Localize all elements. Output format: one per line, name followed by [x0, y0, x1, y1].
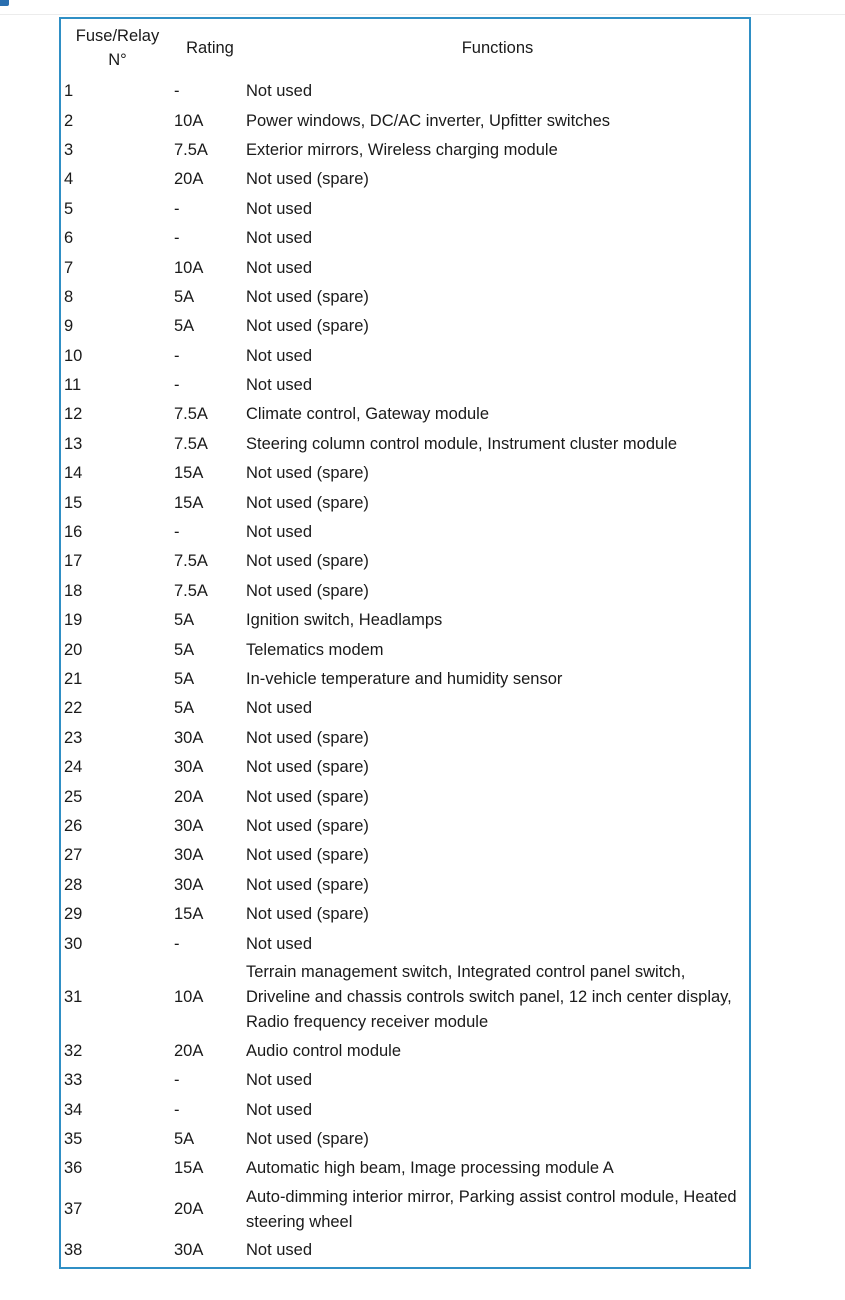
header-rating: Rating	[186, 39, 234, 57]
table-row	[61, 342, 749, 371]
cell-functions: Not used (spare)	[246, 905, 369, 924]
table-row	[61, 106, 749, 135]
table-row	[61, 577, 749, 606]
cell-rating: 30A	[174, 846, 204, 865]
table-row	[61, 1125, 749, 1154]
cell-functions: Not used (spare)	[246, 846, 369, 865]
cell-functions: Audio control module	[246, 1041, 402, 1060]
table-row	[61, 518, 749, 547]
table-row	[61, 1066, 749, 1095]
table-row	[61, 547, 749, 576]
table-row	[61, 165, 749, 194]
cell-functions: Not used (spare)	[246, 1130, 369, 1149]
cell-fuse-no: 25	[64, 787, 83, 806]
cell-rating: 5A	[174, 1130, 195, 1149]
cell-functions: Steering column control module, Instrument cluster module	[246, 434, 678, 453]
table-row	[61, 753, 749, 782]
table-row	[61, 459, 749, 488]
cell-functions: Not used (spare)	[246, 787, 369, 806]
cell-functions: Not used	[246, 934, 313, 953]
cell-rating: 30A	[174, 758, 204, 777]
cell-rating: 7.5A	[174, 581, 208, 600]
cell-fuse-no: 13	[64, 434, 83, 453]
cell-functions: Not used (spare)	[246, 816, 369, 835]
cell-fuse-no: 3	[64, 140, 74, 159]
cell-rating: 15A	[174, 493, 204, 512]
cell-fuse-no: 21	[64, 670, 83, 688]
cell-fuse-no: 1	[64, 82, 74, 101]
fuse-table-frame	[59, 17, 751, 1269]
cell-functions: Not used (spare)	[246, 875, 369, 894]
cell-functions: Not used	[246, 258, 313, 277]
cell-rating: 30A	[174, 728, 204, 747]
divider	[0, 14, 845, 15]
table-row	[61, 224, 749, 253]
cell-rating: 30A	[174, 1240, 204, 1259]
cell-fuse-no: 30	[64, 934, 83, 953]
cell-rating: 5A	[174, 317, 195, 336]
cell-rating: -	[174, 229, 180, 248]
cell-rating: -	[174, 199, 180, 218]
cell-functions: Not used	[246, 229, 313, 248]
cell-rating: -	[174, 523, 180, 542]
cell-fuse-no: 32	[64, 1041, 83, 1060]
cell-rating: 15A	[174, 464, 204, 483]
cell-functions: Not used (spare)	[246, 464, 369, 483]
cell-functions: Not used	[246, 699, 313, 718]
cell-fuse-no: 36	[64, 1159, 83, 1178]
table-row	[61, 195, 749, 224]
table-row	[61, 283, 749, 312]
cell-fuse-no: 31	[64, 988, 83, 1007]
table-row	[61, 900, 749, 929]
cell-functions: Not used (spare)	[246, 552, 369, 571]
cell-fuse-no: 18	[64, 581, 83, 600]
table-row	[61, 1096, 749, 1125]
cell-functions: Telematics modem	[246, 640, 384, 659]
table-row	[61, 1236, 749, 1265]
header-fuse-no: Fuse/Relay N°	[75, 27, 160, 69]
cell-fuse-no: 22	[64, 699, 83, 718]
cell-rating: 5A	[174, 640, 195, 659]
table-row	[61, 812, 749, 841]
cell-fuse-no: 9	[64, 317, 74, 336]
cell-fuse-no: 37	[64, 1200, 83, 1219]
cell-functions: Terrain management switch, Integrated control panel switch, Driveline and chassis controls switch panel, 12 inch center display, Radio frequency receiver module	[246, 963, 732, 1032]
cell-fuse-no: 10	[64, 346, 83, 365]
cell-functions: In-vehicle temperature and humidity sensor	[246, 670, 563, 688]
cell-rating: 7.5A	[174, 552, 208, 571]
cell-fuse-no: 6	[64, 229, 74, 248]
cell-fuse-no: 2	[64, 111, 74, 130]
table-row	[61, 400, 749, 429]
table-row	[61, 959, 749, 1037]
corner-icon	[0, 0, 9, 6]
cell-fuse-no: 14	[64, 464, 83, 483]
table-row	[61, 77, 749, 106]
fuse-table	[61, 19, 749, 1265]
table-row	[61, 871, 749, 900]
cell-rating: 15A	[174, 1159, 204, 1178]
cell-fuse-no: 17	[64, 552, 83, 571]
cell-rating: 10A	[174, 111, 204, 130]
cell-functions: Climate control, Gateway module	[246, 405, 490, 424]
table-row	[61, 724, 749, 753]
table-header	[61, 19, 749, 77]
header-row	[61, 19, 749, 77]
cell-fuse-no: 38	[64, 1240, 83, 1259]
cell-functions: Not used (spare)	[246, 581, 369, 600]
cell-rating: 10A	[174, 988, 204, 1007]
cell-fuse-no: 7	[64, 258, 74, 277]
cell-fuse-no: 8	[64, 287, 74, 306]
cell-fuse-no: 24	[64, 758, 83, 777]
header-functions: Functions	[461, 39, 534, 57]
cell-functions: Not used (spare)	[246, 287, 369, 306]
table-row	[61, 1037, 749, 1066]
table-row	[61, 1184, 749, 1236]
cell-functions: Power windows, DC/AC inverter, Upfitter switches	[246, 111, 611, 130]
table-row	[61, 1154, 749, 1183]
table-row	[61, 929, 749, 958]
cell-fuse-no: 16	[64, 523, 83, 542]
cell-rating: 5A	[174, 611, 195, 630]
cell-functions: Auto-dimming interior mirror, Parking assist control module, Heated steering wheel	[246, 1187, 737, 1231]
cell-rating: 20A	[174, 787, 204, 806]
cell-fuse-no: 4	[64, 170, 74, 189]
cell-functions: Not used	[246, 376, 313, 395]
cell-fuse-no: 26	[64, 816, 83, 835]
cell-functions: Exterior mirrors, Wireless charging module	[246, 140, 558, 159]
cell-rating: -	[174, 346, 180, 365]
table-row	[61, 136, 749, 165]
table-row	[61, 312, 749, 341]
cell-functions: Not used (spare)	[246, 170, 369, 189]
cell-functions: Not used	[246, 346, 313, 365]
cell-fuse-no: 33	[64, 1071, 83, 1090]
cell-functions: Not used	[246, 523, 313, 542]
cell-fuse-no: 15	[64, 493, 83, 512]
cell-fuse-no: 11	[64, 376, 82, 395]
cell-rating: 5A	[174, 287, 195, 306]
cell-rating: -	[174, 1071, 180, 1090]
table-row	[61, 253, 749, 282]
cell-rating: -	[174, 934, 180, 953]
table-row	[61, 606, 749, 635]
table-row	[61, 841, 749, 870]
cell-rating: 30A	[174, 875, 204, 894]
cell-rating: 7.5A	[174, 405, 208, 424]
cell-fuse-no: 27	[64, 846, 83, 865]
cell-functions: Not used	[246, 1240, 313, 1259]
cell-fuse-no: 23	[64, 728, 83, 747]
cell-functions: Not used	[246, 199, 313, 218]
cell-fuse-no: 29	[64, 905, 83, 924]
table-row	[61, 488, 749, 517]
table-row	[61, 430, 749, 459]
cell-functions: Not used (spare)	[246, 317, 369, 336]
cell-fuse-no: 12	[64, 405, 83, 424]
cell-rating: -	[174, 376, 180, 395]
cell-fuse-no: 28	[64, 875, 83, 894]
cell-fuse-no: 20	[64, 640, 83, 659]
table-row	[61, 694, 749, 723]
cell-functions: Automatic high beam, Image processing module A	[246, 1159, 614, 1178]
table-row	[61, 635, 749, 664]
cell-rating: -	[174, 82, 180, 101]
cell-rating: 7.5A	[174, 434, 208, 453]
table-row	[61, 782, 749, 811]
cell-rating: 5A	[174, 699, 195, 718]
table-row	[61, 371, 749, 400]
cell-functions: Not used (spare)	[246, 728, 369, 747]
cell-fuse-no: 34	[64, 1100, 83, 1119]
cell-functions: Not used	[246, 1100, 313, 1119]
cell-rating: 20A	[174, 1041, 204, 1060]
cell-rating: 20A	[174, 1200, 204, 1219]
cell-rating: 30A	[174, 816, 204, 835]
cell-fuse-no: 19	[64, 611, 83, 630]
cell-functions: Not used	[246, 1071, 313, 1090]
cell-functions: Not used (spare)	[246, 493, 369, 512]
cell-functions: Not used (spare)	[246, 758, 369, 777]
cell-fuse-no: 5	[64, 199, 74, 218]
cell-functions: Ignition switch, Headlamps	[246, 611, 443, 630]
cell-functions: Not used	[246, 82, 313, 101]
cell-rating: 7.5A	[174, 140, 208, 159]
table-body	[61, 77, 749, 1265]
cell-rating: -	[174, 1100, 180, 1119]
cell-rating: 10A	[174, 258, 204, 277]
cell-rating: 5A	[174, 670, 195, 688]
cell-rating: 20A	[174, 170, 204, 189]
cell-rating: 15A	[174, 905, 204, 924]
cell-fuse-no: 35	[64, 1130, 83, 1149]
table-row	[61, 665, 749, 694]
